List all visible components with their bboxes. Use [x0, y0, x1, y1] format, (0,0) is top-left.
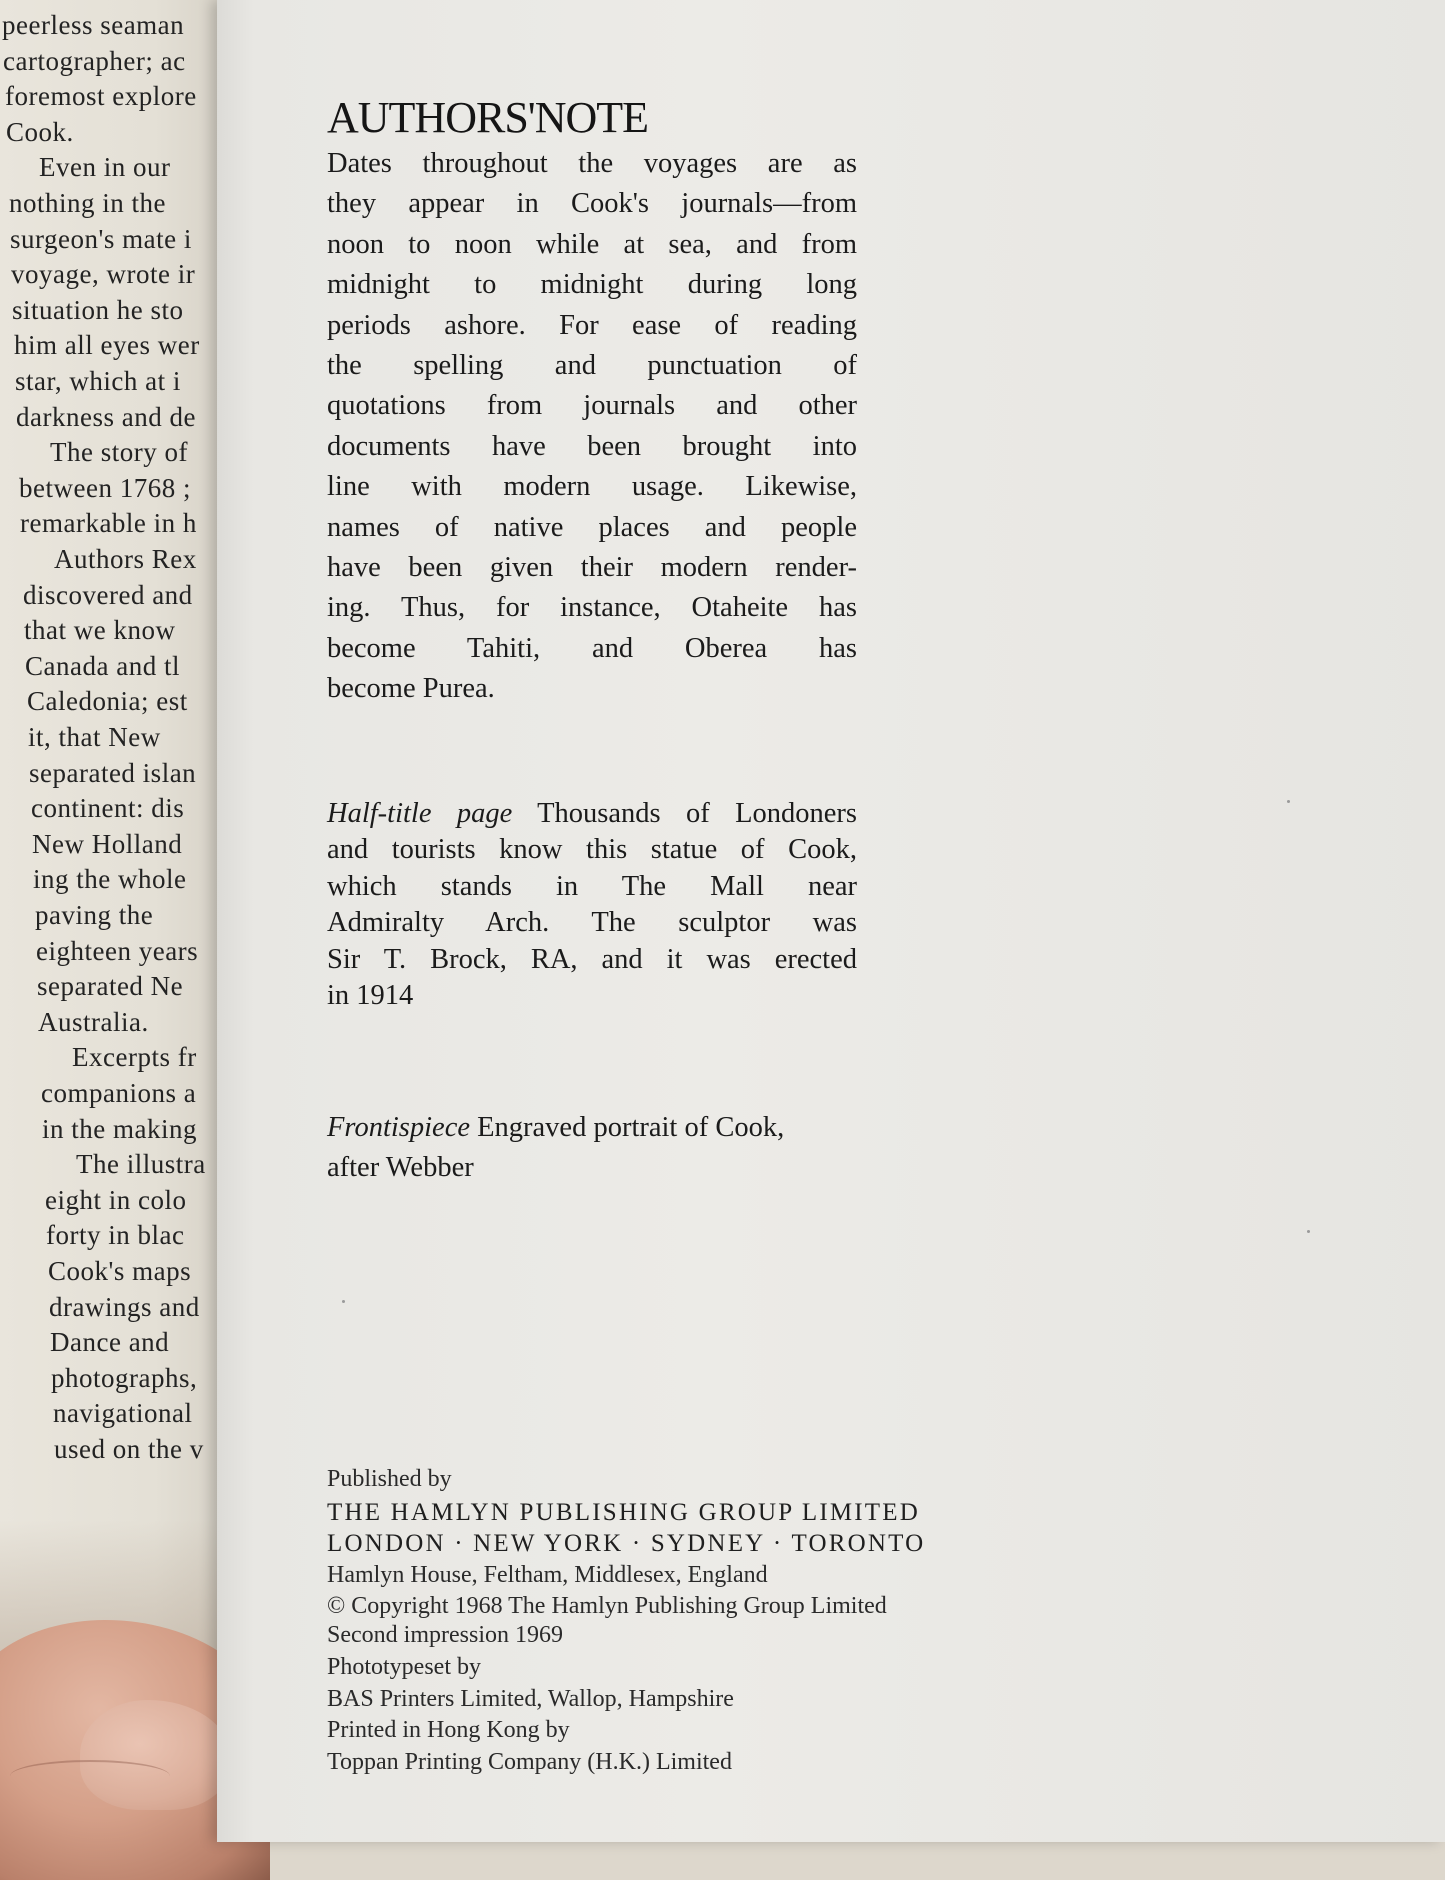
frontispiece-first-text: Engraved portrait of Cook,	[477, 1112, 785, 1143]
left-line: foremost explore	[5, 81, 197, 112]
note-line: become Purea.	[327, 673, 495, 705]
left-line: companions a	[41, 1078, 197, 1108]
left-line: situation he sto	[12, 294, 184, 325]
note-line: names of native places and people	[327, 511, 857, 543]
left-line: eight in colo	[45, 1184, 187, 1215]
note-line: line with modern usage. Likewise,	[327, 471, 857, 503]
thumb-crease	[10, 1760, 170, 1792]
half-title-caption-first-line	[327, 800, 857, 829]
imprint-cities: LONDON · NEW YORK · SYDNEY · TORONTO	[327, 1530, 926, 1557]
note-line: documents have been brought into	[327, 430, 857, 462]
left-line: darkness and de	[16, 401, 196, 432]
imprint-publisher: THE HAMLYN PUBLISHING GROUP LIMITED	[327, 1499, 920, 1526]
half-title-line: which stands in The Mall near	[327, 870, 857, 902]
note-line: quotations from journals and other	[327, 390, 857, 422]
left-line: discovered and	[23, 579, 193, 610]
note-line: have been given their modern render-	[327, 552, 857, 583]
left-line: surgeon's mate i	[10, 223, 192, 254]
left-line: separated Ne	[37, 971, 184, 1002]
note-line: the spelling and punctuation of	[327, 350, 857, 381]
imprint-typesetter: BAS Printers Limited, Wallop, Hampshire	[327, 1686, 734, 1712]
left-line: remarkable in h	[20, 508, 197, 539]
paper-speck	[342, 1300, 345, 1303]
left-line: nothing in the	[9, 188, 166, 218]
note-line: periods ashore. For ease of reading	[327, 309, 857, 341]
left-line: Caledonia; est	[27, 686, 188, 717]
left-line: Canada and tl	[25, 650, 180, 681]
left-line: ing the whole	[33, 864, 187, 895]
note-line: become Tahiti, and Oberea has	[327, 632, 857, 664]
half-title-line: Admiralty Arch. The sculptor was	[327, 907, 857, 938]
imprint-impression: Second impression 1969	[327, 1622, 563, 1648]
thumbnail-highlight	[80, 1700, 230, 1810]
left-line: Australia.	[38, 1006, 149, 1037]
left-line: that we know	[24, 615, 176, 646]
left-line: Dance and	[50, 1327, 170, 1358]
main-page	[217, 0, 1445, 1842]
frontispiece-line: after Webber	[327, 1152, 474, 1183]
left-line: eighteen years	[36, 935, 199, 966]
left-line: drawings and	[49, 1291, 200, 1322]
imprint-printer: Toppan Printing Company (H.K.) Limited	[327, 1749, 732, 1775]
frontispiece-label: Frontispiece	[327, 1112, 470, 1143]
left-line: paving the	[35, 900, 154, 930]
left-line: New Holland	[32, 828, 183, 859]
imprint-printed-in: Printed in Hong Kong by	[327, 1717, 570, 1743]
note-line: midnight to midnight during long	[327, 269, 857, 301]
left-line: in the making	[42, 1113, 197, 1144]
left-line: it, that New	[28, 722, 161, 752]
left-line: used on the v	[54, 1434, 204, 1464]
left-line: Even in our	[39, 152, 171, 183]
left-line: peerless seaman	[2, 10, 185, 40]
half-title-label: Half-title page	[327, 798, 513, 829]
left-line: separated islan	[29, 757, 197, 788]
imprint-phototypeset-by: Phototypeset by	[327, 1654, 481, 1680]
page-title: AUTHORS'NOTE	[327, 93, 649, 142]
note-line: ing. Thus, for instance, Otaheite has	[327, 592, 857, 624]
half-title-first-text: Thousands of Londoners	[537, 798, 857, 829]
paper-speck	[1287, 800, 1290, 803]
note-line: noon to noon while at sea, and from	[327, 228, 857, 260]
left-line: voyage, wrote ir	[11, 259, 196, 290]
left-line: The story of	[50, 437, 188, 468]
left-line: Excerpts fr	[72, 1042, 197, 1073]
half-title-line: and tourists know this statue of Cook,	[327, 834, 857, 865]
frontispiece-caption-first-line	[327, 1114, 859, 1143]
imprint-copyright: © Copyright 1968 The Hamlyn Publishing Group Limited	[327, 1593, 887, 1619]
half-title-line: Sir T. Brock, RA, and it was erected	[327, 943, 857, 975]
note-line: they appear in Cook's journals—from	[327, 188, 857, 220]
left-line: Authors Rex	[54, 544, 197, 574]
note-line: Dates throughout the voyages are as	[327, 148, 857, 179]
left-facing-page	[0, 0, 220, 1842]
imprint-published-by: Published by	[327, 1466, 452, 1492]
left-line: navigational	[53, 1398, 193, 1429]
left-line: forty in blac	[46, 1220, 185, 1251]
left-line: continent: dis	[31, 793, 185, 824]
left-line: The illustra	[76, 1149, 206, 1180]
paper-speck	[1307, 1230, 1310, 1233]
half-title-line: in 1914	[327, 980, 414, 1011]
left-line: cartographer; ac	[3, 45, 186, 76]
imprint-address: Hamlyn House, Feltham, Middlesex, England	[327, 1562, 768, 1588]
left-line: Cook.	[6, 116, 74, 147]
left-line: star, which at i	[15, 366, 181, 396]
left-line: Cook's maps	[48, 1256, 192, 1286]
left-line: him all eyes wer	[14, 330, 200, 361]
left-line: photographs,	[51, 1362, 198, 1393]
left-line: between 1768 ;	[19, 472, 191, 503]
